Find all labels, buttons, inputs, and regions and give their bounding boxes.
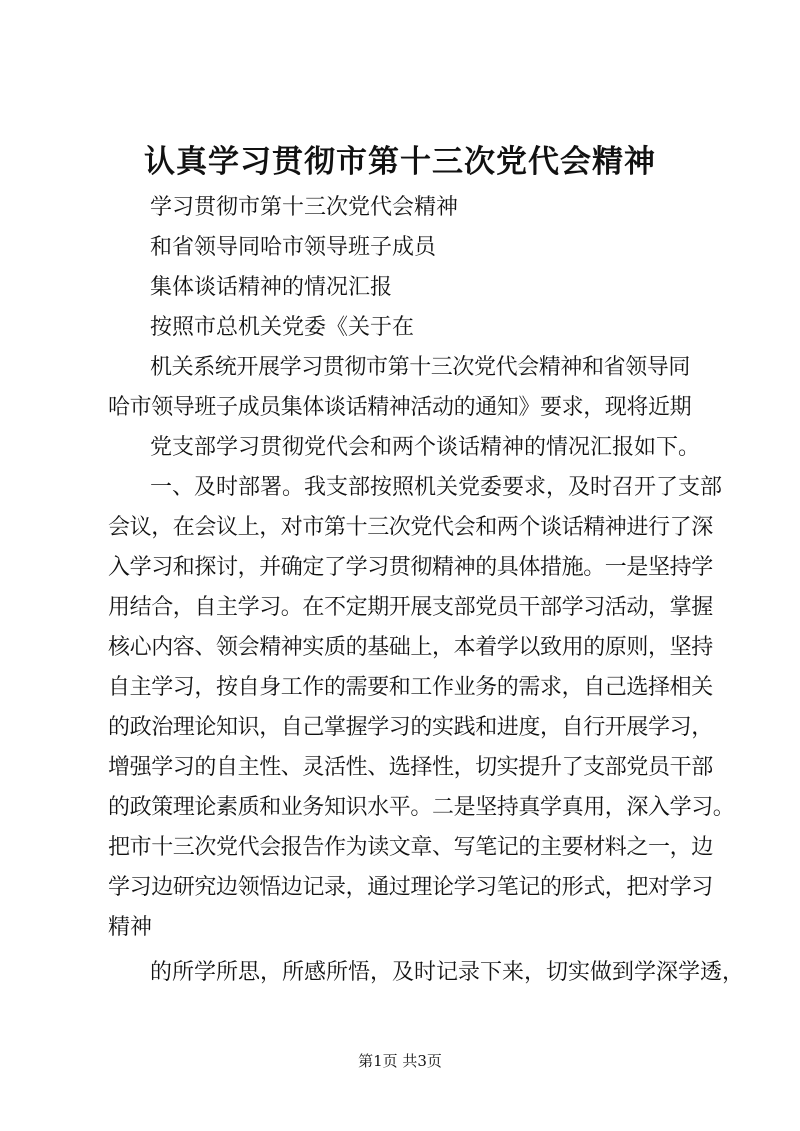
text-line-5: 机关系统开展学习贯彻市第十三次党代会精神和省领导同 xyxy=(150,355,691,380)
text-line-6: 哈市领导班子成员集体谈话精神活动的通知》要求，现将近期 xyxy=(108,395,692,420)
text-line-11: 用结合，自主学习。在不定期开展支部党员干部学习活动，掌握 xyxy=(108,595,713,620)
text-line-13: 自主学习，按自身工作的需要和工作业务的需求，自己选择相关 xyxy=(108,675,713,700)
page-title: 认真学习贯彻市第十三次党代会精神 xyxy=(144,144,656,180)
text-line-3: 集体谈话精神的情况汇报 xyxy=(150,275,393,300)
text-line-18: 学习边研究边领悟边记录，通过理论学习笔记的形式，把对学习 xyxy=(108,875,713,900)
text-line-9: 会议，在会议上，对市第十三次党代会和两个谈话精神进行了深 xyxy=(108,515,713,540)
text-line-15: 增强学习的自主性、灵活性、选择性，切实提升了支部党员干部 xyxy=(108,755,713,780)
text-line-2: 和省领导同哈市领导班子成员 xyxy=(150,235,437,260)
text-line-7: 党支部学习贯彻党代会和两个谈话精神的情况汇报如下。 xyxy=(150,435,701,460)
text-line-17: 把市十三次党代会报告作为读文章、写笔记的主要材料之一，边 xyxy=(108,835,713,860)
text-line-1: 学习贯彻市第十三次党代会精神 xyxy=(150,195,459,220)
text-line-4: 按照市总机关党委《关于在 xyxy=(150,315,415,340)
text-line-12: 核心内容、领会精神实质的基础上，本着学以致用的原则，坚持 xyxy=(108,635,713,660)
text-line-19: 精神 xyxy=(108,915,153,940)
text-line-16: 的政策理论素质和业务知识水平。二是坚持真学真用，深入学习。 xyxy=(108,795,735,820)
text-line-8: 一、及时部署。我支部按照机关党委要求，及时召开了支部 xyxy=(150,475,723,500)
text-line-14: 的政治理论知识，自己掌握学习的实践和进度，自行开展学习， xyxy=(108,715,713,740)
page-number-footer: 第1页 共3页 xyxy=(358,1052,442,1070)
text-line-20: 的所学所思，所感所悟，及时记录下来，切实做到学深学透， xyxy=(150,960,745,985)
text-line-10: 入学习和探讨，并确定了学习贯彻精神的具体措施。一是坚持学 xyxy=(108,555,713,580)
